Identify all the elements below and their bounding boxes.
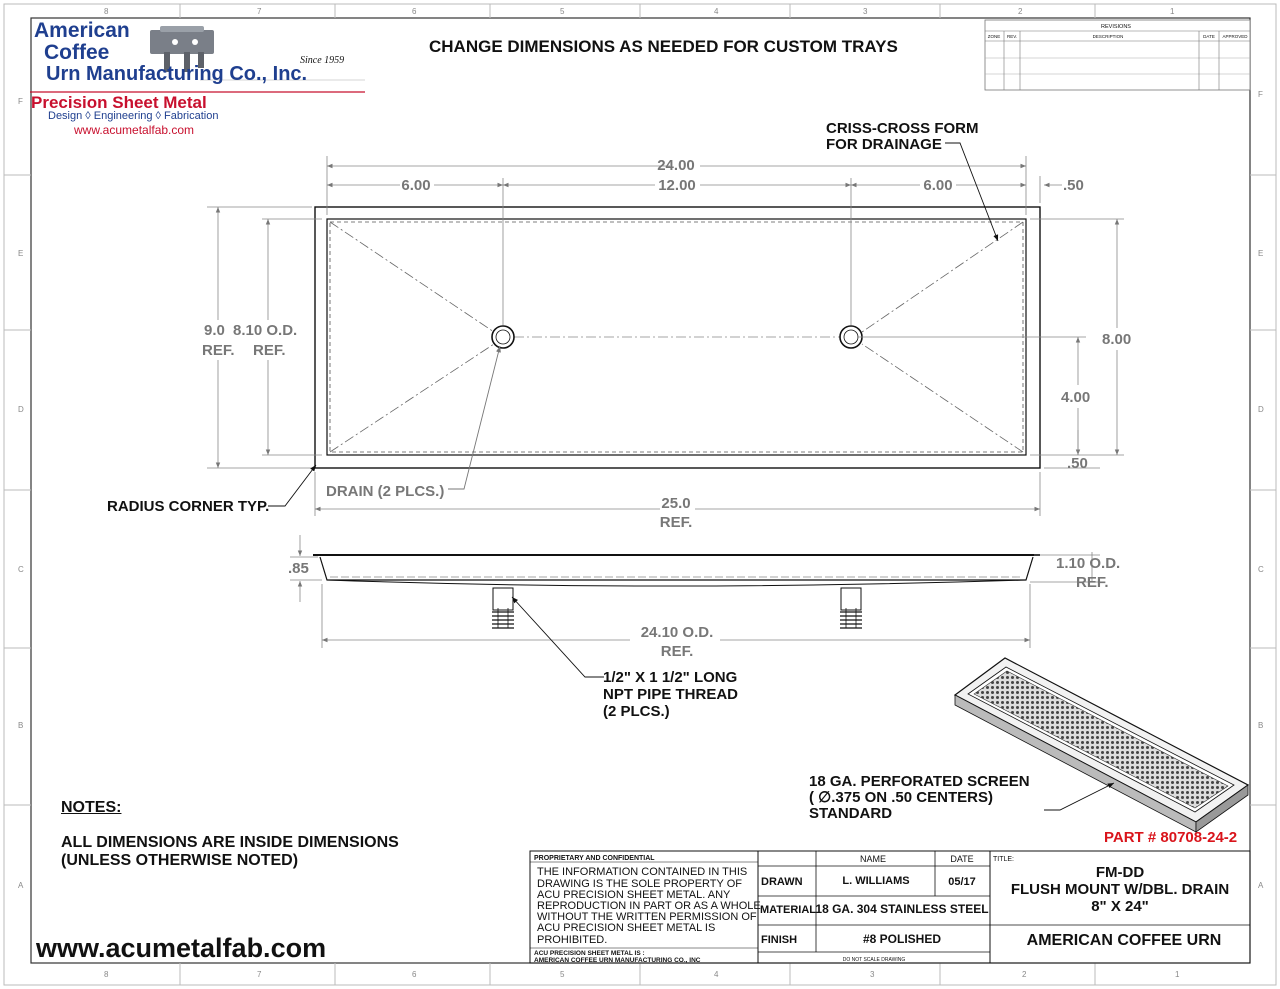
callout-thread-1: 1/2" X 1 1/2" LONG [603, 669, 738, 686]
dimension-texts-top [202, 157, 1131, 531]
dim-center-span: 12.00 [658, 177, 696, 194]
dim-od-depth-ref: REF. [1076, 574, 1109, 591]
zone-labels-bottom [104, 970, 1180, 979]
callout-drain: DRAIN (2 PLCS.) [326, 483, 445, 500]
col-label: 1 [1170, 7, 1175, 16]
dim-od-height-ref: REF. [253, 342, 286, 359]
top-view [107, 120, 1131, 531]
row-label: B [18, 721, 24, 730]
material-label: MATERIAL [760, 904, 817, 916]
col-label: 5 [560, 7, 565, 16]
logo-tagline: Precision Sheet Metal [31, 93, 207, 112]
proprietary-text [537, 866, 761, 946]
row-label: E [18, 249, 24, 258]
row-label: E [1258, 249, 1264, 258]
row-label: D [18, 405, 24, 414]
title-label: TITLE: [993, 856, 1015, 863]
callout-screen-2: ( ∅.375 ON .50 CENTERS) [809, 789, 993, 806]
dim-right-offset: 6.00 [923, 177, 953, 194]
col-label: 4 [714, 970, 719, 979]
col-label: 7 [257, 7, 262, 16]
notes-line2: (UNLESS OTHERWISE NOTED) [61, 852, 299, 869]
col-date: DATE [950, 854, 974, 864]
title-line-1: FM-DD [1095, 864, 1145, 881]
drawn-name: L. WILLIAMS [842, 875, 910, 887]
row-label: C [18, 565, 24, 574]
finish-value: #8 POLISHED [862, 932, 942, 946]
callout-screen-3: STANDARD [809, 805, 893, 822]
row-label: F [1258, 90, 1263, 99]
zone-labels-side [18, 90, 1264, 890]
callout-criss-cross-2: FOR DRAINAGE [826, 136, 942, 153]
title-line-3: 8" X 24" [1091, 898, 1149, 915]
col-label: 7 [257, 970, 262, 979]
drain-pipe-left [492, 588, 514, 628]
row-label: A [1258, 881, 1264, 890]
col-label: 8 [104, 7, 109, 16]
dim-od-depth: 1.10 O.D. [1056, 555, 1121, 572]
svg-text:PROHIBITED.: PROHIBITED. [537, 934, 608, 946]
dim-depth: .85 [288, 560, 309, 577]
part-number: PART # 80708-24-2 [1104, 829, 1238, 846]
title-company: AMERICAN COFFEE URN [1026, 932, 1222, 949]
footer-url[interactable]: www.acumetalfab.com [36, 933, 327, 963]
proprietary-heading: PROPRIETARY AND CONFIDENTIAL [534, 855, 655, 862]
revisions-table [985, 20, 1250, 90]
revisions-title: REVISIONS [1101, 24, 1131, 30]
drawn-label: DRAWN [761, 876, 803, 888]
logo-line2: Coffee [44, 41, 110, 64]
dim-od-length: 24.10 O.D. [640, 624, 714, 641]
logo-since: Since 1959 [300, 55, 345, 66]
rev-col-description: DESCRIPTION [1092, 34, 1124, 39]
svg-text:REPRODUCTION IN PART OR AS A W: REPRODUCTION IN PART OR AS A WHOLE [537, 900, 761, 912]
rev-col-approved: APPROVED [1222, 34, 1248, 39]
col-label: 5 [560, 970, 565, 979]
material-value: 18 GA. 304 STAINLESS STEEL [815, 902, 989, 916]
col-label: 6 [412, 970, 417, 979]
acu-note: ACU PRECISION SHEET METAL IS : [534, 950, 645, 957]
dim-outer-height-ref: REF. [202, 342, 235, 359]
row-label: B [1258, 721, 1264, 730]
drain-hole-left [492, 326, 514, 348]
col-label: 6 [412, 7, 417, 16]
col-label: 3 [870, 970, 875, 979]
do-not-scale: DO NOT SCALE DRAWING [842, 957, 906, 963]
notes-line1: ALL DIMENSIONS ARE INSIDE DIMENSIONS [61, 834, 399, 851]
dim-flange-top: .50 [1063, 177, 1084, 194]
drain-pipe-right [840, 588, 862, 628]
col-label: 3 [863, 7, 868, 16]
col-label: 4 [714, 7, 719, 16]
finish-label: FINISH [761, 934, 798, 946]
logo-line3: Urn Manufacturing Co., Inc. [46, 63, 308, 85]
dim-od-length-ref: REF. [660, 643, 694, 660]
dim-outer-width: 25.0 [661, 495, 691, 512]
dim-outer-height: 9.0 [204, 322, 225, 339]
svg-text:DRAWING IS THE SOLE PROPERTY O: DRAWING IS THE SOLE PROPERTY OF [537, 878, 742, 890]
svg-text:THE INFORMATION CONTAINED IN T: THE INFORMATION CONTAINED IN THIS [537, 866, 748, 878]
row-label: C [1258, 565, 1264, 574]
logo-services: Design ◊ Engineering ◊ Fabrication [48, 110, 219, 122]
acu-company: AMERICAN COFFEE URN MANUFACTURING CO., INC [534, 957, 701, 964]
col-name: NAME [859, 854, 887, 864]
svg-text:ACU PRECISION SHEET METAL IS: ACU PRECISION SHEET METAL IS [537, 922, 716, 934]
tray-outer-flange [315, 207, 1040, 468]
callout-thread-3: (2 PLCS.) [603, 703, 670, 720]
rev-col-date: DATE [1203, 34, 1215, 39]
dim-left-offset: 6.00 [401, 177, 431, 194]
dim-od-height: 8.10 O.D. [233, 322, 298, 339]
logo-url: www.acumetalfab.com [74, 123, 195, 137]
row-label: A [18, 881, 24, 890]
callout-radius-corner: RADIUS CORNER TYP. [107, 498, 270, 515]
notes-heading: NOTES: [61, 799, 122, 816]
title-line-2: FLUSH MOUNT W/DBL. DRAIN [1010, 881, 1230, 898]
iso-view [809, 658, 1248, 832]
callout-screen-1: 18 GA. PERFORATED SCREEN [809, 773, 1030, 790]
svg-text:WITHOUT THE WRITTEN PERMISSION: WITHOUT THE WRITTEN PERMISSION OF [537, 911, 757, 923]
row-label: D [1258, 405, 1264, 414]
col-label: 2 [1018, 7, 1023, 16]
callout-thread-2: NPT PIPE THREAD [603, 686, 739, 703]
title-block [530, 851, 1250, 964]
row-label: F [18, 97, 23, 106]
col-label: 1 [1175, 970, 1180, 979]
header-title: CHANGE DIMENSIONS AS NEEDED FOR CUSTOM TRAYS [429, 37, 898, 56]
callout-criss-cross-1: CRISS-CROSS FORM [826, 120, 979, 137]
dim-overall-inside: 24.00 [657, 157, 695, 174]
logo-line1: American [34, 19, 130, 42]
dim-inside-height: 8.00 [1102, 331, 1132, 348]
col-label: 2 [1022, 970, 1027, 979]
svg-text:ACU PRECISION SHEET METAL. AN: ACU PRECISION SHEET METAL. ANY [537, 889, 731, 901]
dim-flange-bottom: .50 [1067, 455, 1088, 472]
drawn-date: 05/17 [948, 876, 976, 888]
col-label: 8 [104, 970, 109, 979]
dim-drain-height: 4.00 [1061, 389, 1091, 406]
dim-outer-width-ref: REF. [659, 514, 693, 531]
rev-col-zone: ZONE [987, 34, 1001, 39]
rev-col-rev: REV. [1006, 34, 1018, 39]
